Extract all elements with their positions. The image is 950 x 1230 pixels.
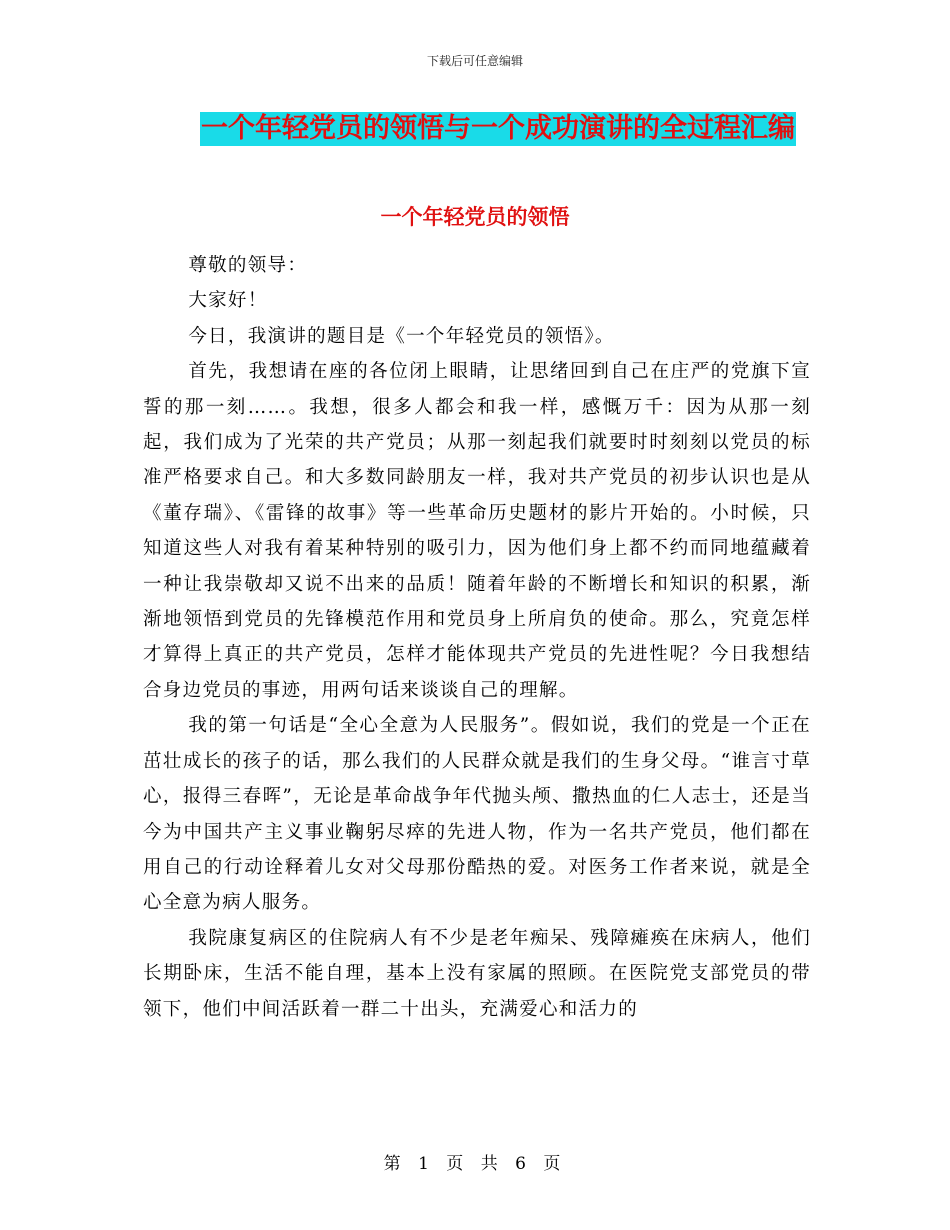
paragraph-greeting: 大家好！ — [188, 290, 268, 312]
paragraph: 我院康复病区的住院病人有不少是老年痴呆、残障瘫痪在床病人，他们长期卧床，生活不能自理，基本上没有家属的照顾。在医院党支部党员的带领下，他们中间活跃着一群二十出头，充满爱心和活力的 — [143, 927, 811, 1020]
paragraph-topic: 今日，我演讲的题目是《一个年轻党员的领悟》。 — [188, 325, 615, 347]
paragraph: 首先，我想请在座的各位闭上眼睛，让思绪回到自己在庄严的党旗下宣誓的那一刻……。我想，很多人都会和我一样，感慨万千：因为从那一刻起，我们成为了光荣的共产党员；从那一刻起我们就要时时刻刻以党员的标准严格要求自己。和大多数同龄朋友一样，我对共产党员的初步认识也是从《董存瑞》、《雷锋的故事》等一些革命历史题材的影片开始的。小时候，只知道这些人对我有着某种特别的吸引力，因为他们身上都不约而同地蕴藏着一种让我崇敬却又说不出来的品质！随着年龄的不断增长和知识的积累，渐渐地领悟到党员的先锋模范作用和党员身上所肩负的使命。那么，究竟怎样才算得上真正的共产党员，怎样才能体现共产党员的先进性呢？今日我想结合身边党员的事迹，用两句话来谈谈自己的理解。 — [143, 361, 811, 701]
main-title-container — [0, 112, 950, 146]
paragraph: 我的第一句话是“全心全意为人民服务”。假如说，我们的党是一个正在茁壮成长的孩子的话，那么我们的人民群众就是我们的生身父母。“谁言寸草心，报得三春晖”，无论是革命战争年代抛头颅、撒热血的仁人志士，还是当今为中国共产主义事业鞠躬尽瘁的先进人物，作为一名共产党员，他们都在用自己的行动诠释着儿女对父母那份酷热的爱。对医务工作者来说，就是全心全意为病人服务。 — [143, 715, 811, 914]
section-title: 一个年轻党员的领悟 — [380, 205, 570, 229]
page-header-note: 下载后可任意编辑 — [426, 54, 523, 68]
document-body — [143, 248, 811, 1027]
page-footer: 第 1 页 共 6 页 — [383, 1154, 567, 1174]
main-title: 一个年轻党员的领悟与一个成功演讲的全过程汇编 — [201, 113, 795, 144]
paragraph-salutation: 尊敬的领导： — [188, 255, 308, 276]
